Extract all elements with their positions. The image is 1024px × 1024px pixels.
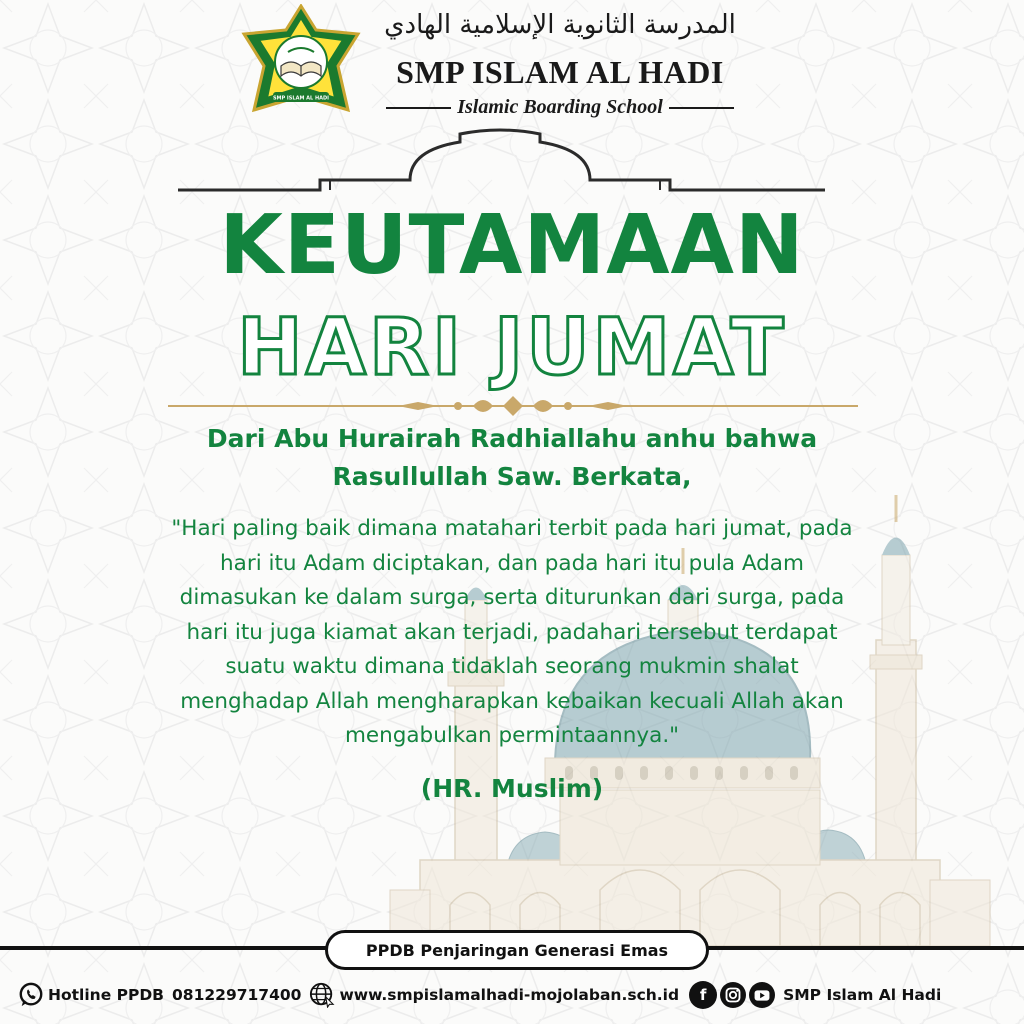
- tagline-row: [380, 96, 740, 119]
- hadith-intro: [120, 420, 904, 496]
- globe-icon: [309, 982, 335, 1008]
- hadith-line: hari itu juga kiamat akan terjadi, padahari tersebut terdapat: [186, 619, 838, 645]
- hadith-text: [92, 512, 932, 754]
- title-hari-jumat: HARI JUMAT: [237, 303, 787, 393]
- instagram-icon[interactable]: [720, 982, 746, 1008]
- website-link[interactable]: www.smpislamalhadi-mojolaban.sch.id: [339, 986, 680, 1004]
- hotline-number[interactable]: 081229717400: [172, 986, 302, 1004]
- hadith-source: (HR. Muslim): [420, 774, 604, 803]
- hadith-line: hari itu Adam diciptakan, dan pada hari itu pula Adam: [220, 550, 804, 576]
- title-keutamaan: KEUTAMAAN: [219, 198, 805, 293]
- ornamental-divider: [168, 394, 858, 418]
- school-name: SMP ISLAM AL HADI: [396, 54, 724, 90]
- mosque-skyline-outline: [170, 120, 830, 200]
- hotline-label: Hotline PPDB: [48, 986, 165, 1004]
- youtube-icon[interactable]: [749, 982, 775, 1008]
- contact-footer: [18, 978, 1018, 1012]
- tagline: Islamic Boarding School: [457, 96, 663, 118]
- hadith-line: dimasukan ke dalam surga, serta diturunkan dari surga, pada: [179, 585, 845, 610]
- tagline-line-right: [669, 107, 734, 109]
- emblem-text: SMP ISLAM AL HADI: [272, 95, 330, 102]
- school-emblem-icon: [240, 4, 362, 116]
- social-account-name[interactable]: SMP Islam Al Hadi: [783, 986, 942, 1004]
- intro-line-2: Rasullullah Saw. Berkata,: [332, 462, 692, 491]
- intro-line-1: Dari Abu Hurairah Radhiallahu anhu bahwa: [206, 424, 818, 453]
- whatsapp-icon[interactable]: [18, 982, 44, 1008]
- hadith-line: menghadap Allah mengharapkan kebaikan kecuali Allah akan: [180, 688, 844, 714]
- ppdb-banner: PPDB Penjaringan Generasi Emas: [325, 930, 709, 970]
- facebook-icon[interactable]: f: [689, 981, 717, 1009]
- hadith-line: mengabulkan permintaannya.": [344, 723, 680, 748]
- tagline-line-left: [386, 107, 451, 109]
- hadith-line: "Hari paling baik dimana matahari terbit pada hari jumat, pada: [171, 516, 853, 541]
- hadith-line: suatu waktu dimana tidaklah seorang mukmin shalat: [225, 654, 799, 679]
- school-name-arabic: المدرسة الثانوية الإسلامية الهادي: [384, 10, 736, 40]
- school-header: [240, 4, 760, 122]
